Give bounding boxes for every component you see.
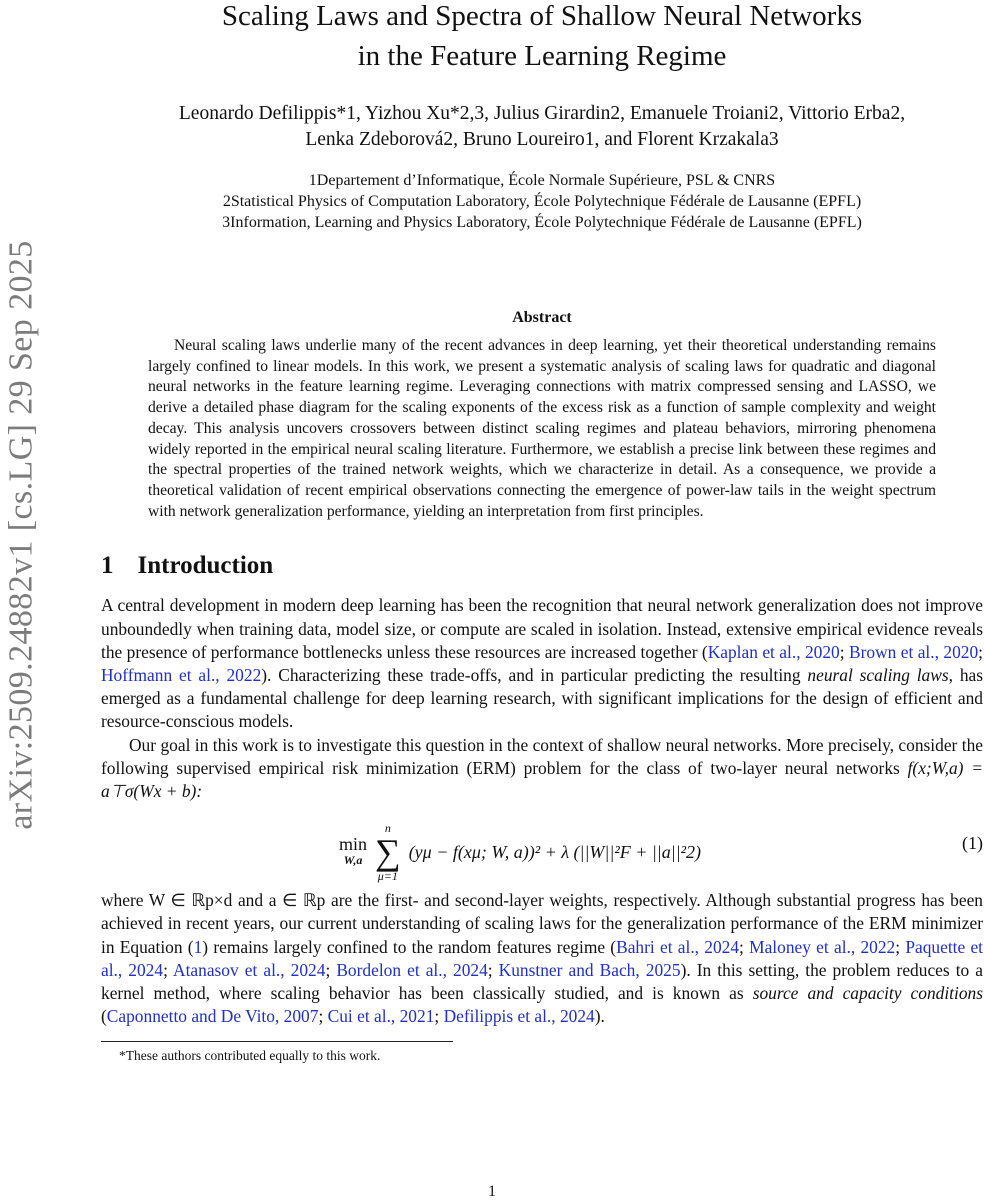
citation-link[interactable]: Bordelon et al., 2024	[336, 959, 488, 980]
equation-number: (1)	[962, 833, 983, 854]
para3-text-a: where W ∈ ℝp×d and a ∈ ℝp are the first- and second-layer weights, respectively. Although substantial progress has been achieved in recent years, our current understanding of scaling laws for the generalization performance of the ERM minimizer in Equation (	[101, 890, 983, 957]
arxiv-id-text: arXiv:2509.24882v1 [cs.LG] 29 Sep 2025	[3, 240, 41, 830]
author-list	[101, 101, 983, 153]
eq-min-operator: min	[339, 834, 368, 855]
equation-1	[101, 811, 983, 887]
footnote-divider	[101, 1041, 453, 1042]
para1-text-a: A central development in modern deep learning has been the recognition that neural network generalization does not improve unboundedly when training data, model size, or compute are scaled in isolation. Instead, extensive empirical evidence reveals the presence of performance bottlenecks unless these resources are increased together (	[101, 595, 983, 662]
para1-emphasis: neural scaling laws	[807, 664, 949, 685]
section-number: 1	[101, 552, 114, 580]
footnote: *These authors contributed equally to this work.	[119, 1048, 381, 1064]
citation-link[interactable]: Maloney et al., 2022	[749, 936, 896, 957]
para3-emphasis: source and capacity conditions	[752, 982, 983, 1003]
eq-sum-upper: n	[384, 821, 391, 836]
affiliation-1: 1Departement d’Informatique, École Normale Supérieure, PSL & CNRS	[308, 172, 776, 189]
citation-link[interactable]: Defilippis et al., 2024	[443, 1006, 595, 1027]
para3-text-b: ) remains largely confined to the random features regime (	[202, 936, 617, 957]
intro-paragraph-3: where W ∈ ℝp×d and a ∈ ℝp are the first- and second-layer weights, respectively. Although substantial progress has been achieved in recent years, our current understanding of scaling laws for the generalization performance of the ERM minimizer in Equation (1) remains largely confined to the random features regime (Bahri et al., 2024; Maloney et al., 2022; Paquette et al., 2024; Atanasov et al., 2024; Bordelon et al., 2024; Kunstner and Bach, 2025). In this setting, the problem reduces to a kernel method, where scaling behavior has been classically studied, and is known as source and capacity conditions (Caponnetto and De Vito, 2007; Cui et al., 2021; Defilippis et al., 2024).	[101, 890, 983, 1027]
citation-link[interactable]: Brown et al., 2020	[849, 641, 979, 662]
eq-body: (yμ − f(xμ; W, a))² + λ (||W||²F + ||a||²2)	[408, 841, 702, 862]
affiliations	[101, 170, 983, 233]
affiliation-3: 3Information, Learning and Physics Laboratory, École Polytechnique Fédérale de Lausanne (EPFL)	[222, 214, 862, 231]
intro-paragraph-2	[101, 734, 983, 804]
abstract-heading: Abstract	[512, 309, 572, 326]
paper-title	[101, 0, 983, 76]
arxiv-stamp	[2, 208, 42, 862]
section-title: Introduction	[137, 552, 274, 580]
eq-sum-lower: μ=1	[377, 869, 398, 884]
affiliation-2: 2Statistical Physics of Computation Laboratory, École Polytechnique Fédérale de Lausanne (EPFL)	[222, 193, 862, 210]
intro-paragraph-1: A central development in modern deep learning has been the recognition that neural network generalization does not improve unboundedly when training data, model size, or compute are scaled in isolation. Instead, extensive empirical evidence reveals the presence of performance bottlenecks unless these resources are increased together (Kaplan et al., 2020; Brown et al., 2020; Hoffmann et al., 2022). Characterizing these trade-offs, and in particular predicting the resulting neural scaling laws, has emerged as a fundamental challenge for deep learning research, with significant implications for the design of efficient and resource-conscious models.	[101, 595, 983, 732]
authors-line-1: Leonardo Defilippis*1, Yizhou Xu*2,3, Julius Girardin2, Emanuele Troiani2, Vittorio Erba2,	[178, 103, 906, 124]
para1-text-b: ). Characterizing these trade-offs, and in particular predicting the resulting	[261, 664, 808, 685]
authors-line-2: Lenka Zdeborová2, Bruno Loureiro1, and Florent Krzakala3	[305, 129, 779, 150]
eq-min-subscript: W,a	[343, 853, 363, 868]
citation-link[interactable]: Atanasov et al., 2024	[173, 959, 326, 980]
citation-link[interactable]: Cui et al., 2021	[327, 1006, 435, 1027]
citation-link[interactable]: Caponnetto and De Vito, 2007	[106, 1006, 319, 1027]
title-line-2: in the Feature Learning Regime	[357, 40, 727, 72]
citation-link[interactable]: Kaplan et al., 2020	[707, 641, 840, 662]
paper-page	[101, 0, 983, 1064]
network-formula: f(x;W,a) = a⊤σ(Wx + b):	[101, 757, 983, 801]
citation-link[interactable]: Bahri et al., 2024	[616, 936, 740, 957]
para3-text-d: (	[101, 1006, 107, 1027]
citation-link[interactable]: Paquette et al., 2024	[101, 936, 983, 980]
para3-text-c: ). In this setting, the problem reduces to a kernel method, where scaling behavior has been classically studied, and is known as	[101, 959, 983, 1003]
citation-link[interactable]: Kunstner and Bach, 2025	[498, 959, 681, 980]
para3-text-e: ).	[594, 1006, 605, 1027]
title-line-1: Scaling Laws and Spectra of Shallow Neural Networks	[221, 0, 863, 32]
section-heading	[101, 552, 983, 580]
summation-symbol: ∑	[375, 832, 401, 873]
page-number: 1	[488, 1183, 496, 1200]
para1-text-c: , has emerged as a fundamental challenge for deep learning research, with significant implications for the design of efficient and resource-conscious models.	[101, 664, 983, 732]
abstract-text: Neural scaling laws underlie many of the recent advances in deep learning, yet their theoretical understanding remains largely confined to linear models. In this work, we present a systematic analysis of scaling laws for quadratic and diagonal neural networks in the feature learning regime. Leveraging connections with matrix compressed sensing and LASSO, we derive a detailed phase diagram for the scaling exponents of the excess risk as a function of sample complexity and weight decay. This analysis uncovers crossovers between distinct scaling regimes and plateau behaviors, mirroring phenomena widely reported in the empirical neural scaling literature. Furthermore, we establish a precise link between these regimes and the spectral properties of the trained network weights, which we characterize in detail. As a consequence, we provide a theoretical validation of recent empirical observations connecting the emergence of power-law tails in the weight spectrum with network generalization performance, yielding an interpretation from first principles.	[148, 337, 936, 520]
para2-text: Our goal in this work is to investigate this question in the context of shallow neural networks. More precisely, consider the following supervised empirical risk minimization (ERM) problem for the class of two-layer neural networks	[101, 734, 983, 778]
citation-link[interactable]: Hoffmann et al., 2022	[101, 664, 262, 685]
equation-ref-link[interactable]: 1	[193, 936, 203, 957]
